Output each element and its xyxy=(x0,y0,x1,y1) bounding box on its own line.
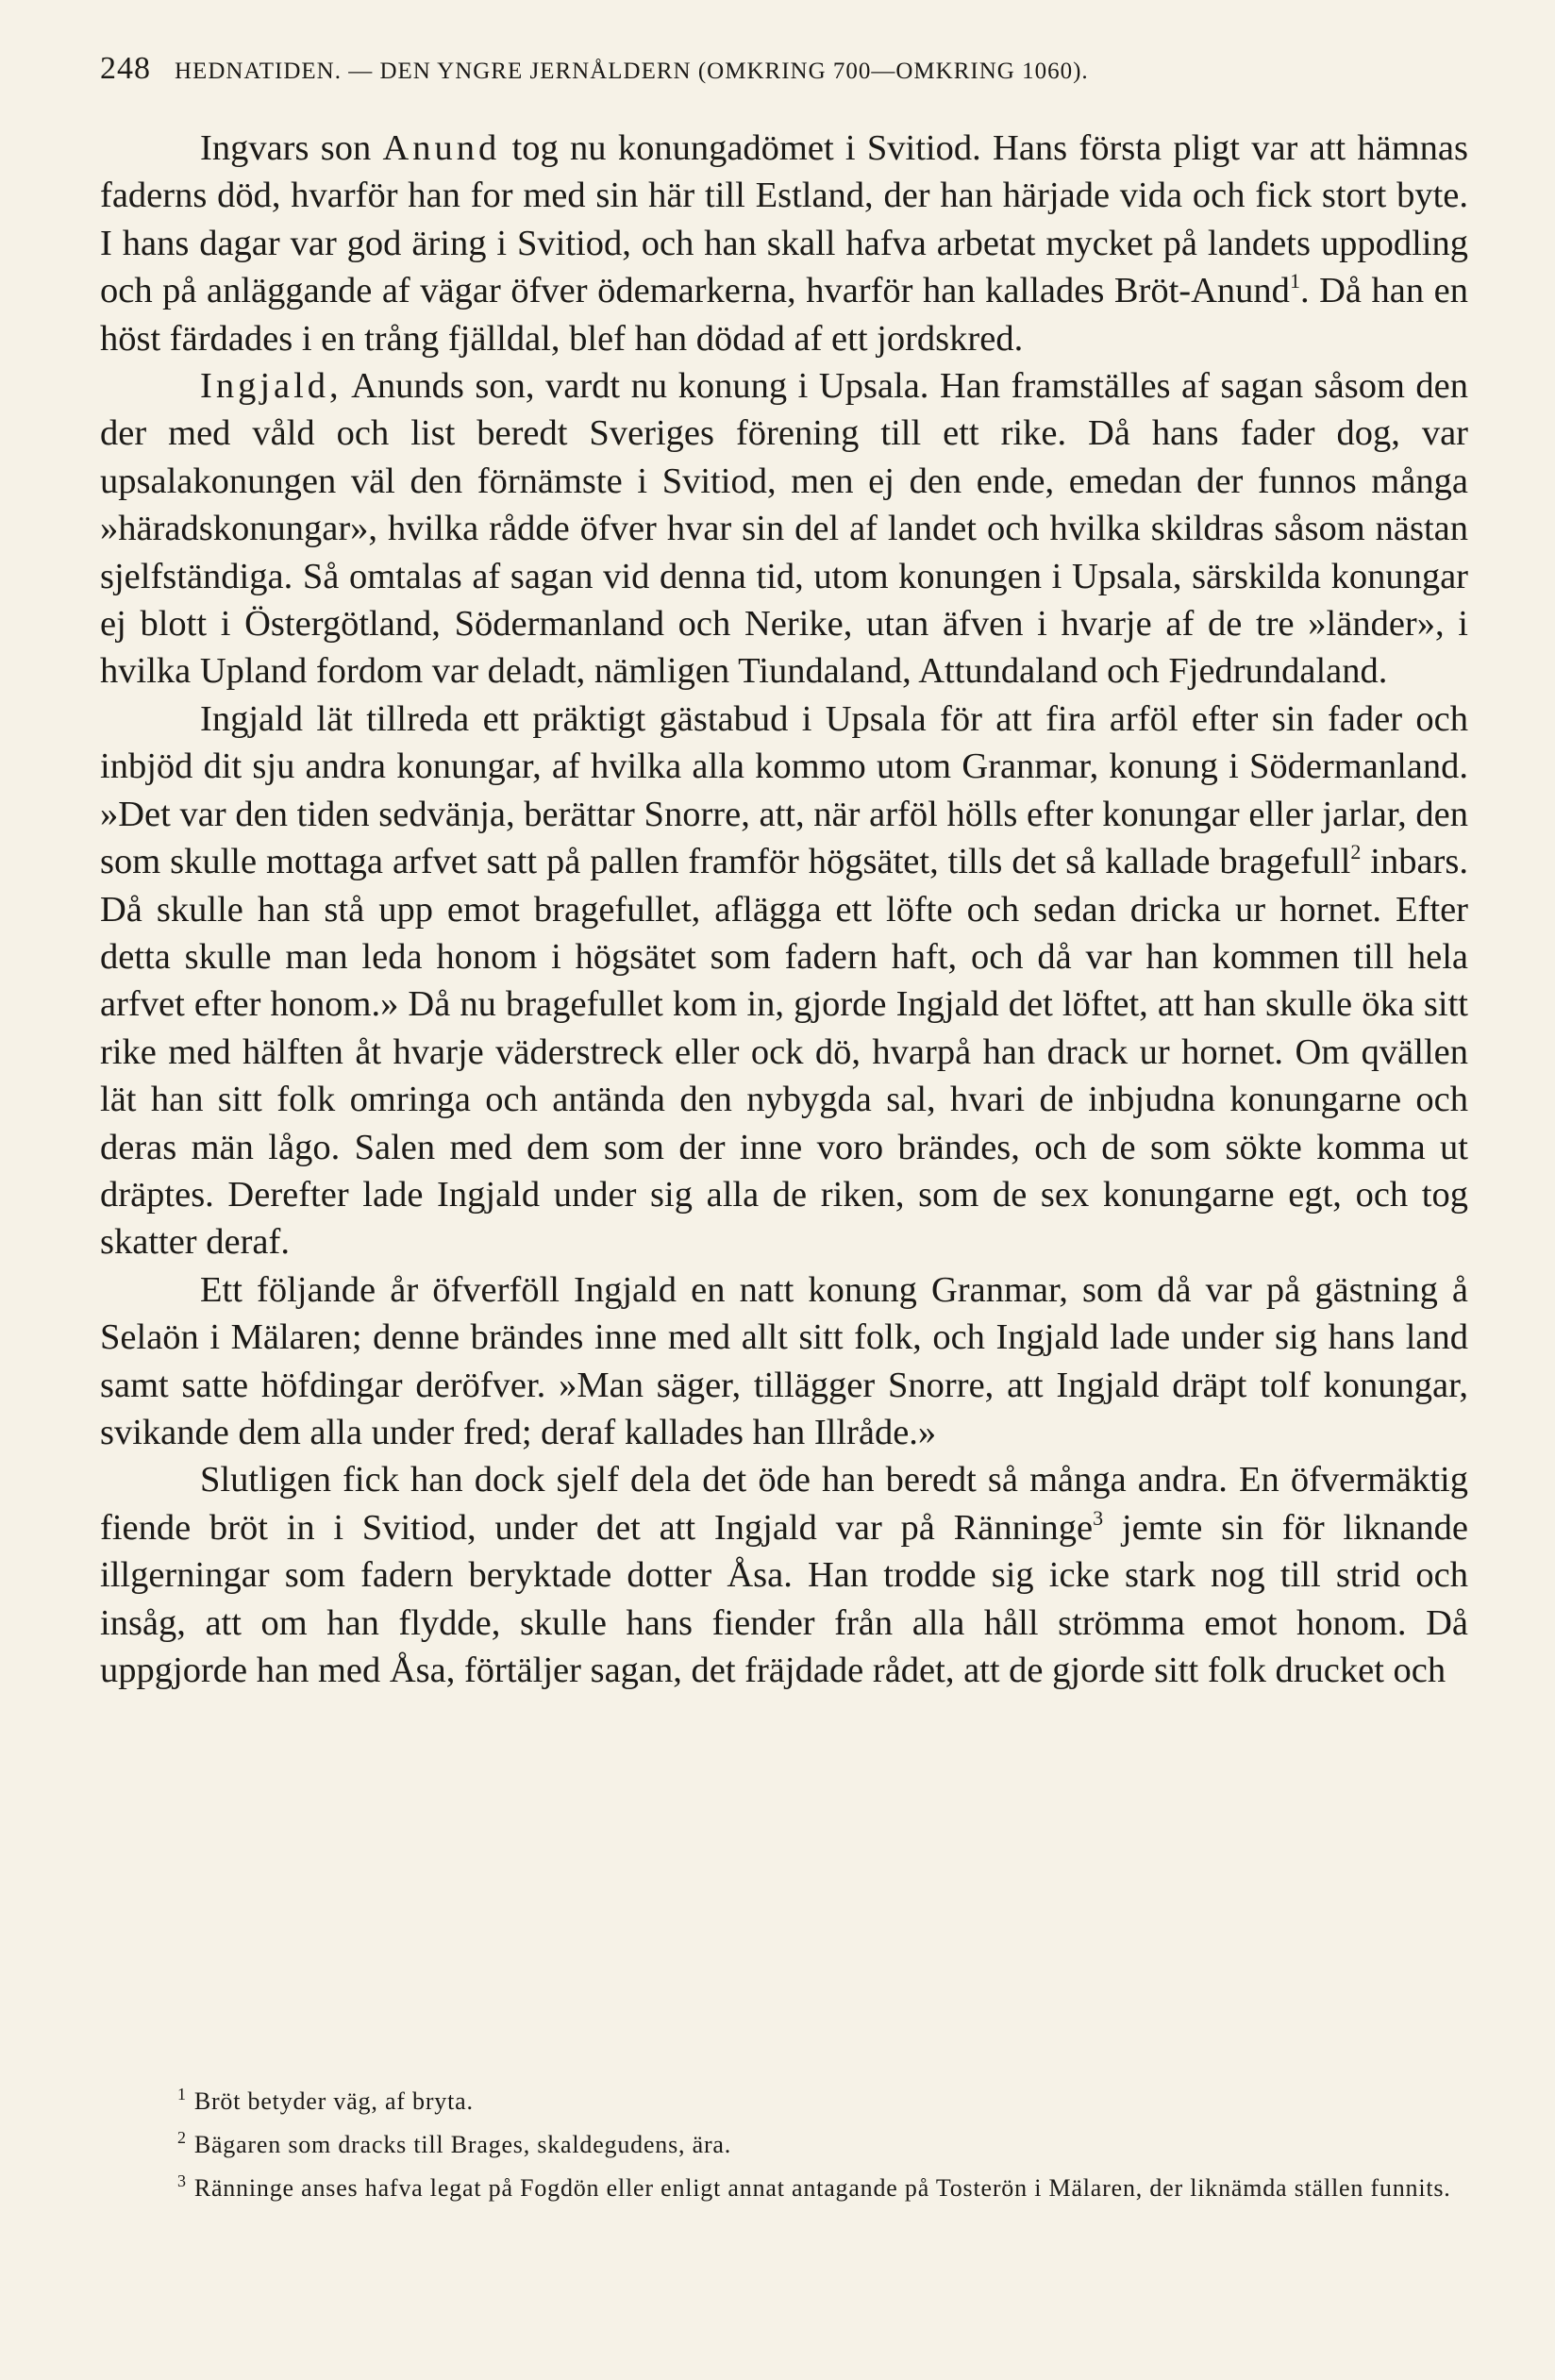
footnote-number: 1 xyxy=(177,2085,187,2103)
spaced-name: Anund xyxy=(382,128,501,168)
paragraph-text: Ingjald lät tillreda ett präktigt gästabud i Upsala för att fira arföl efter sin fader och inbjöd dit sju andra konungar, af hvilka alla kommo utom Granmar, konung i Södermanland. »Det var den tiden sedvänja, berättar Snorre, att, när arföl hölls efter konungar eller jarlar, den som skulle mottaga arfvet satt på pallen framför högsätet, tills det så kallade bragefull xyxy=(100,698,1468,882)
paragraph-1 xyxy=(100,125,1468,362)
footnote-text: Ränninge anses hafva legat på Fogdön eller enligt annat antagande på Tosterön i Mälaren, der liknämda ställen funnits. xyxy=(193,2174,1451,2202)
paragraph-3 xyxy=(100,696,1468,1266)
footnote-3 xyxy=(100,2163,1478,2206)
footnote-number: 2 xyxy=(177,2128,187,2147)
paragraph-2 xyxy=(100,362,1468,696)
paragraph-text: Slutligen fick han dock sjelf dela det öde han beredt så många andra. En öfvermäktig fiende bröt in i Svitiod, under det att Ingjald var på Ränninge xyxy=(100,1460,1468,1548)
paragraph-text: Ingvars son xyxy=(200,128,383,168)
page-number: 248 xyxy=(100,51,151,86)
paragraph-text: Ett följande år öfverföll Ingjald en natt konung Granmar, som då var på gästning å Selaön i Mälaren; denne brändes inne med allt sitt folk, och Ingjald lade under sig hans land samt satte höfdingar deröfver. »Man säger, tillägger Snorre, att Ingjald dräpt tolf konungar, svikande dem alla under fred; deraf kallades han Illråde.» xyxy=(100,1269,1468,1452)
footnote-number: 3 xyxy=(177,2171,187,2190)
running-title: HEDNATIDEN. — DEN YNGRE JERNÅLDERN (OMKRING 700—OMKRING 1060). xyxy=(175,59,1089,84)
footnote-1 xyxy=(100,2076,1478,2120)
page-header xyxy=(100,51,1478,100)
paragraph-4 xyxy=(100,1266,1468,1457)
footnotes xyxy=(100,2076,1478,2206)
paragraph-text: tog nu konungadömet i Svitiod. Hans första pligt var att hämnas faderns död, hvarför han for med sin här till Estland, der han härjade vida och fick stort byte. I hans dagar var god äring i Svitiod, och han skall hafva arbetat mycket på landets uppodling och på anläggande af vägar öfver ödemarkerna, hvarför han kallades Bröt-Anund xyxy=(100,128,1468,311)
paragraph-text: jemte sin för liknande illgerningar som fadern beryktade dotter Åsa. Han trodde sig icke stark nog till strid och insåg, att om han flydde, skulle hans fiender från alla håll strömma emot honom. Då uppgjorde han med Åsa, förtäljer sagan, det fräjdade rådet, att de gjorde sitt folk drucket och xyxy=(100,1507,1469,1690)
footnote-ref[interactable]: 3 xyxy=(1093,1505,1104,1530)
footnote-text: Bägaren som dracks till Brages, skaldegudens, ära. xyxy=(193,2131,732,2158)
main-text xyxy=(100,125,1468,1694)
footnote-text: Bröt betyder väg, af bryta. xyxy=(193,2087,474,2115)
paragraph-text: inbars. Då skulle han stå upp emot bragefullet, aflägga ett löfte och sedan dricka ur hornet. Efter detta skulle man leda honom i högsätet som fadern haft, och då var han kommen till hela arfvet efter honom.» Då nu bragefullet kom in, gjorde Ingjald det löftet, att han skulle öka sitt rike med hälften åt hvarje väderstreck eller ock dö, hvarpå han drack ur hornet. Om qvällen lät han sitt folk omringa och antända den nybygda sal, hvari de inbjudna konungarne och deras män lågo. Salen med dem som der inne voro brändes, och de som sökte komma ut dräptes. Derefter lade Ingjald under sig alla de riken, som de sex konungarne egt, och tog skatter deraf. xyxy=(100,842,1468,1263)
paragraph-text: . Då han en höst färdades i en trång fjälldal, blef han dödad af ett jordskred. xyxy=(100,271,1468,359)
footnote-ref[interactable]: 2 xyxy=(1350,840,1362,864)
paragraph-text: Anunds son, vardt nu konung i Upsala. Han framställes af sagan såsom den der med våld och list beredt Sveriges förening till ett rike. Då hans fader dog, var upsalakonungen väl den förnämste i Svitiod, men ej den ende, emedan der funnos många »häradskonungar», hvilka rådde öfver hvar sin del af landet och hvilka skildras såsom nästan sjelfständiga. Så omtalas af sagan vid denna tid, utom konungen i Upsala, särskilda konungar ej blott i Östergötland, Södermanland och Nerike, utan äfven i hvarje af de tre »länder», i hvilka Upland fordom var deladt, nämligen Tiundaland, Attundaland och Fjedrundaland. xyxy=(100,366,1468,692)
spaced-name: Ingjald, xyxy=(200,366,343,407)
footnote-2 xyxy=(100,2120,1478,2163)
footnote-ref[interactable]: 1 xyxy=(1289,269,1300,293)
paragraph-5 xyxy=(100,1456,1468,1694)
